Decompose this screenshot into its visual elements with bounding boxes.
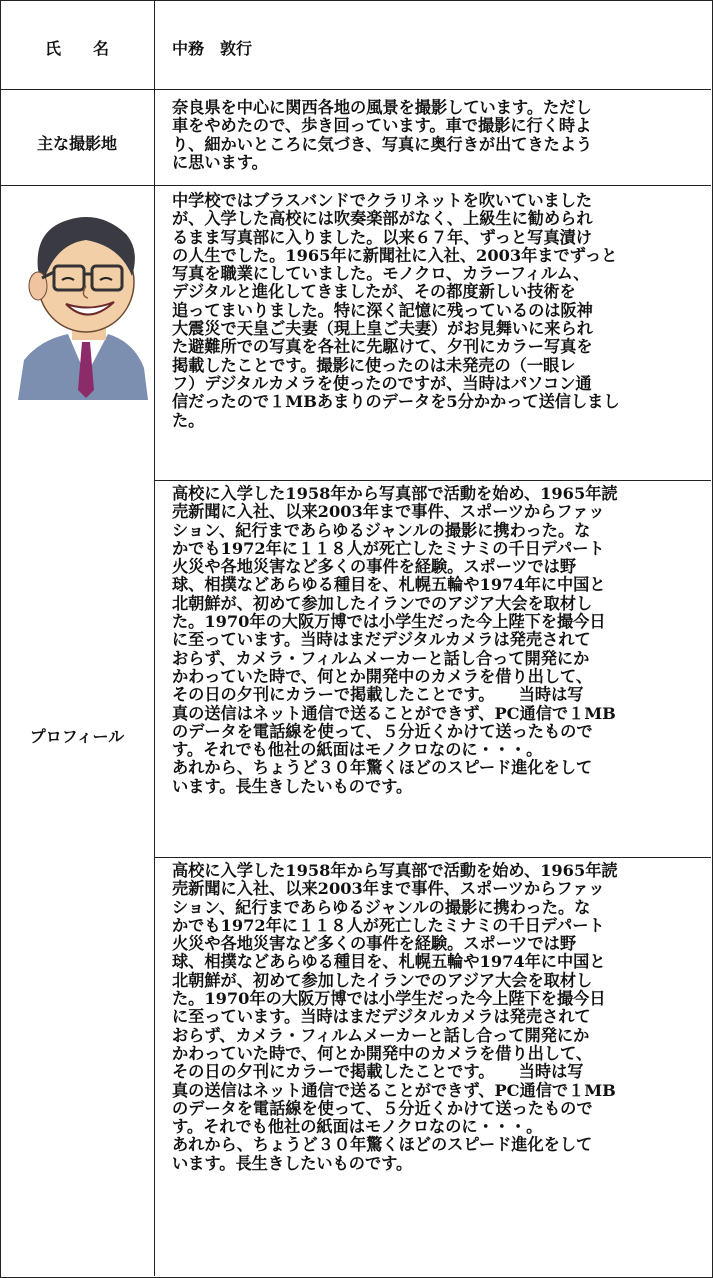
profile-text-2: 高校に入学した1958年から写真部で活動を始め、1965年読 売新聞に入社、以来2003年まで事件、スポーツからファッ ション、紀行まであらゆるジャンルの撮影に携わった。な かでも1972年に１１８人が死亡したミナミの千日デパート 火災や各地災害など多くの事件を経験。スポーツでは野 球、相撲などあらゆる種目を、札幌五輪や1974年に中国と 北朝鮮が、初めて参加したイランでのアジア大会を取材し た。1970年の大阪万博では小学生だった今上陛下を撮今日 に至っています。当時はまだデジタルカメラは発売されて おらず、カメラ・フィルムメーカーと話し合って開発にか かわっていた時で、何とか開発中のカメラを借り出して、 その日の夕刊にカラーで掲載したことです。 当時は写 真の送信はネット通信で送ることができず、PC通信で１MB のデータを電話線を使って、５分近くかけて送ったもので す。それでも他社の紙面はモノクロなのに・・・。 あれから、ちょうど３０年驚くほどのスピード進化をして います。長生きしたいものです。 xyxy=(172,484,618,796)
caricature-portrait-icon xyxy=(10,200,150,400)
shooting-area-label: 主な撮影地 xyxy=(36,134,117,153)
row-divider-name xyxy=(0,89,711,90)
name-value: 中務 敦行 xyxy=(172,39,253,58)
row-divider-profile-2 xyxy=(155,857,711,858)
profile-label: プロフィール xyxy=(29,727,125,746)
profile-text-3: 高校に入学した1958年から写真部で活動を始め、1965年読 売新聞に入社、以来2003年まで事件、スポーツからファッ ション、紀行まであらゆるジャンルの撮影に携わった。な かでも1972年に１１８人が死亡したミナミの千日デパート 火災や各地災害など多くの事件を経験。スポーツでは野 球、相撲などあらゆる種目を、札幌五輪や1974年に中国と 北朝鮮が、初めて参加したイランでのアジア大会を取材し た。1970年の大阪万博では小学生だった今上陛下を撮今日 に至っています。当時はまだデジタルカメラは発売されて おらず、カメラ・フィルムメーカーと話し合って開発にか かわっていた時で、何とか開発中のカメラを借り出して、 その日の夕刊にカラーで掲載したことです。 当時は写 真の送信はネット通信で送ることができず、PC通信で１MB のデータを電話線を使って、５分近くかけて送ったもので す。それでも他社の紙面はモノクロなのに・・・。 あれから、ちょうど３０年驚くほどのスピード進化をして います。長生きしたいものです。 xyxy=(172,861,618,1173)
profile-text-1: 中学校ではブラスバンドでクラリネットを吹いていました が、入学した高校には吹奏楽部がなく、上級生に勧められ るまま写真部に入りました。以来６７年、ずっと写真漬け の人生でした。1965年に新聞社に入社、2003年までずっと 写真を職業にしていました。モノクロ、カラーフィルム、 デジタルと進化してきましたが、その都度新しい技術を 追ってまいりました。特に深く記憶に残っているのは阪神 大震災で天皇ご夫妻（現上皇ご夫妻）がお見舞いに来られ た避難所での写真を各社に先駆けて、夕刊にカラー写真を 掲載したことです。撮影に使ったのは未発売の（一眼レ フ）デジタルカメラを使ったのですが、当時はパソコン通 信だったので１MBあまりのデータを5分かかって送信しまし た。 xyxy=(172,191,620,430)
column-divider xyxy=(154,0,155,1276)
row-divider-area xyxy=(0,185,711,186)
row-divider-profile-1 xyxy=(155,480,711,481)
name-label: 氏 名 xyxy=(44,39,109,58)
shooting-area-text: 奈良県を中心に関西各地の風景を撮影しています。ただし 車をやめたので、歩き回っています。車で撮影に行く時よ り、細かいところに気づき、写真に奥行きが出てきたよう に思います。 xyxy=(172,98,593,172)
